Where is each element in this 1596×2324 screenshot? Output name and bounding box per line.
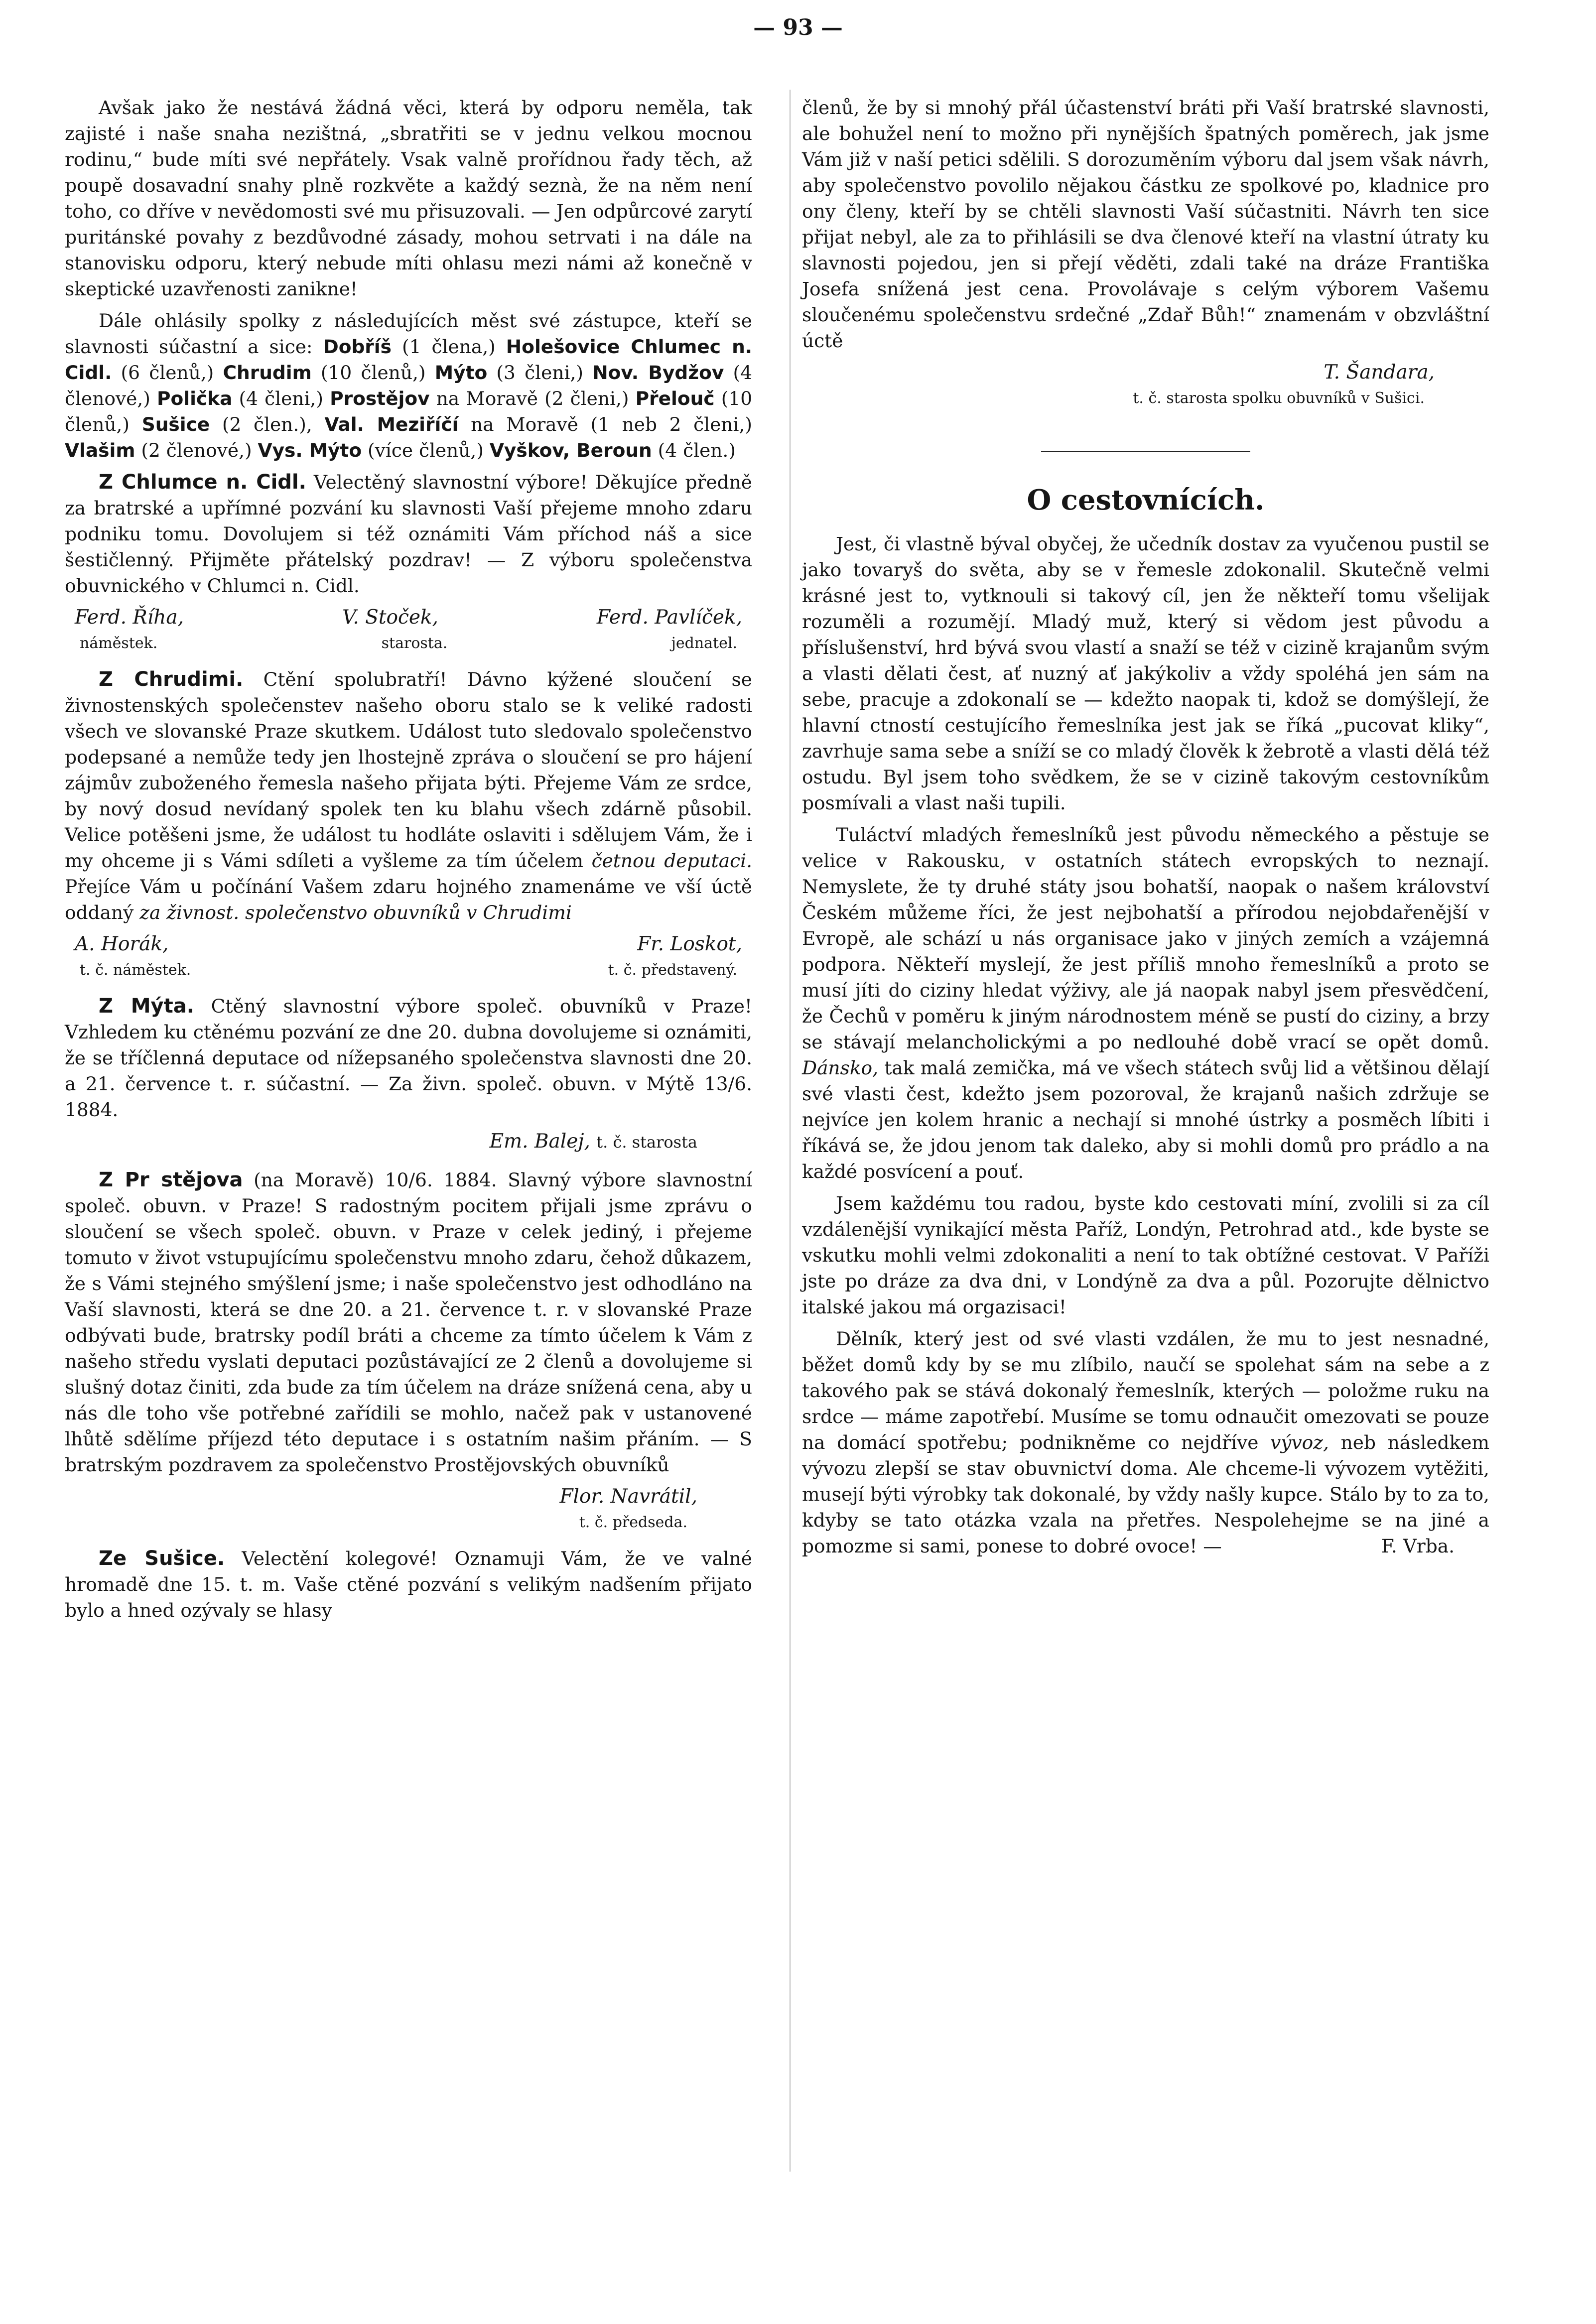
city-name: Chrudim	[223, 362, 312, 384]
signature-roles: t. č. náměstek. t. č. představený.	[80, 961, 737, 979]
letter-prostejov: Z Pr stějova (na Moravě) 10/6. 1884. Slavný výbore slavnostní společ. obuvn. v Praze! S radostným pocitem přijali jsme zprávu o sloučení se všech společ. obuvn. v Praze v celek jediný, i přejeme tomuto v život vstupujícímu společenstvu mnoho zdaru, čehož důkazem, že s Vámi stejného smýšlení jsme; i naše společenstvo jest odhodláno na Vaší slavnosti, která se dne 20. a 21. července t. r. v slovanské Praze odbývati bude, bratrsky podíl bráti a chceme za tímto účelem k Vám z našeho středu vyslati deputaci pozůstávající ze 2 členů a dovolujeme si slušný dotaz činiti, zda bude za tím účelem na dráze snížená cena, aby u nás dle toho vše potřebné zařídili se mohlo, načež pak v ustanovené lhůtě sdělíme příjezd této deputace i s ostatním našim přáním. — S bratrským pozdravem za společenstvo Prostějovských obuvníků	[65, 1168, 753, 1476]
letter-chrudim: Z Chrudimi. Ctění spolubratří! Dávno kýžené sloučení se živnostenských společenstev našeho oboru stalo se k veliké radosti všech ve slovanské Praze skutkem. Událost tuto sledovalo společenstvo podepsané a nemůže tedy jen lhostejně zpráva o sloučení se pro hájení zájmův zuboženého řemesla našeho přijata býti. Přejeme Vám ze srdce, by nový dosud nevídaný spolek ten ku blahu všech zdárně působil. Velice potěšeni jsme, že událost tu hodláte oslaviti i sdělujem Vám, že i my ohceme ji s Vámi sdíleti a vyšleme za tím účelem četnou deputaci. Přejíce Vám u počínání Vašem zdaru hojného znamenáme ve vší úctě oddaný za živnost. společenstvo obuvníků v Chrudimi	[65, 668, 752, 923]
signature-name: Flor. Navrátil,	[559, 1485, 697, 1508]
signature-role: t. č. předseda.	[579, 1514, 687, 1531]
right-column	[802, 95, 1489, 1565]
city-name: Dobříš	[323, 336, 392, 358]
city-name: Vys. Mýto	[258, 439, 362, 461]
letter-myto: Z Mýta. Ctěný slavnostní výbore společ. obuvníků v Praze! Vzhledem ku ctěnému pozvání ze dne 20. dubna dovolujeme si oznámiti, že se tříčlenná deputace od nížepsaného společenstva slavnosti dne 20. a 21. července t. r. súčastní. — Za živn. společ. obuvn. v Mýtě 13/6. 1884.	[65, 995, 752, 1121]
city-name: Sušice	[141, 413, 210, 435]
intro-paragraph: Avšak jako že nestává žádná věci, která by odporu neměla, tak zajisté i naše snaha nezištná, „sbratřiti se v jednu velkou mocnou rodinu,“ bude míti své nepřátely. Vsak valně prořídnou řady těch, až poupě dosavadní snahy plně rozkvěte a každý seznà, že na něm není toho, co dříve v nevědomosti své mu přisuzovali. — Jen odpůrcové zarytí puritánské povahy z bezdůvodné zásady, mohou setrvati i na dále na stanovisku odporu, který nebude míti ohlasu mezi námi až konečně v skeptické uzavřenosti zanikne!	[65, 97, 752, 300]
article-paragraph: Dělník, který jest od své vlasti vzdálen, že mu to jest nesnadné, běžet domů kdy by se mu zlíbilo, naučí se spolehat sám na sebe a z takového pak se stává dokonalý řemeslník, kterých — položme ruku na srdce — máme zapotřebí. Musíme se tomu odnaučit omezovati se pouze na domácí spotřebu; podnikněme co nejdříve vývoz, neb následkem vývozu zlepší se stav obuvnictví doma. Ale chceme-li vývozem vytěžiti, musejí býti výrobky tak dokonalé, by vždy našly kupce. Stálo by to za to, kdyby se tato otázka vzala na přetřes. Nespolehejme se na jiné a pomozme si sami, ponese to dobré ovoce! — F. Vrba.	[802, 1326, 1489, 1559]
page-number: — 93 —	[753, 15, 843, 40]
city-name: Nov. Bydžov	[592, 362, 724, 384]
signature-name: Em. Balej, t. č. starosta	[489, 1130, 697, 1153]
letter-heading: Ze Sušice.	[99, 1547, 225, 1570]
letter-heading: Z Pr stějova	[99, 1168, 243, 1191]
signature-names: Ferd. Říha, V. Stoček, Ferd. Pavlíček,	[75, 606, 742, 629]
letter-susice: Ze Sušice. Velectění kolegové! Oznamuji Vám, že ve valné hromadě dne 15. t. m. Vaše ctěné pozvání s velikým nadšením přijato bylo a hned ozývaly se hlasy	[65, 1547, 752, 1621]
column-divider	[790, 90, 791, 2172]
city-name: Vyškov, Beroun	[489, 439, 652, 461]
signature-names: A. Horák, Fr. Loskot,	[75, 933, 742, 955]
letter-heading: Z Chlumce n. Cidl.	[99, 471, 306, 494]
left-column	[65, 95, 752, 1629]
article-paragraph: Tuláctví mladých řemeslníků jest původu německého a pěstuje se velice v Rakousku, v ostatních státech evropských to neznají. Nemyslete, že ty druhé státy jsou bohatší, naopak o našem království Českém můžeme říci, že jest nejbohatší a přírodou nejobdařenější v Evropě, ale schází u nás organisace jako v jiných zemích a vzájemná podpora. Někteří myslejí, že jest příliš mnoho řemeslníků a proto se musí jíti do ciziny hledat výživy, ale já naopak nabyl jsem přesvědčení, že Čechů v poměru k jiným národnostem méně se pustí do ciziny, a brzy se stávají melancholickými a po nedlouhé době vrací se opět domů. Dánsko, tak malá zemička, má ve všech státech svůj lid a většinou dělají své vlasti čest, kdežto jsem pozoroval, že krajanů našich zdržuje se nejvíce jen kolem hranic a nechají si mnohé ústrky a posměch líbiti i říkává se, že jdou jenom tak daleko, aby si mohli domů pro prádlo a na každé posvícení a pouť.	[802, 824, 1490, 1182]
section-divider	[1041, 451, 1250, 452]
city-name: Polička	[156, 387, 233, 409]
letter-susice-continued: členů, že by si mnohý přál účastenství bráti při Vaší bratrské slavnosti, ale bohužel není to možno při nynějších špatných poměrech, jak jsme Vám již v naší petici sdělili. S dorozuměním výboru dal jsem však návrh, aby společenstvo povolilo nějakou částku ze spolkové po, kladnice pro ony členy, kteří by se chtěli slavnosti Vaší súčastniti. Návrh ten sice přijat nebyl, ale za to přihlásili se dva členové kteří na vlastní útraty ku slavnosti pojedou, jen si přejí věděti, zdali také na dráze Františka Josefa snížená jest cena. Provolávaje s celým výborem Vašemu sloučenému společenstvu srdečné „Zdař Bůh!“ znamenám v obzvláštní úctě	[802, 97, 1489, 352]
signature-role: t. č. starosta spolku obuvníků v Sušici.	[1133, 389, 1425, 407]
article-author: F. Vrba.	[1381, 1535, 1455, 1557]
signature-name: T. Šandara,	[1324, 361, 1435, 384]
article-paragraph: Jest, či vlastně býval obyčej, že učedník dostav za vyučenou pustil se jako tovaryš do světa, aby se v řemesle zdokonalil. Skutečně velmi krásné jest to, vytknouli si takový cíl, jen že někteří tomu všelijak rozuměli a rozumějí. Mladý muž, který si vědom jest původu a příslušenství, hrd bývá svou vlastí a snaží se též v cizině krajanům svým a vlasti dělati čest, ať nuzný ať jakýkoliv a vždy spoléhá jen sám na sebe, pracuje a zdokonalí se — kdežto naopak ti, kdož se domýšlejí, že hlavní ctností cestujícího řemeslníka jest jak se říká „pucovat kliky“, zavrhuje sama sebe a sníží se co mladý člověk k žebrotě a vlasti dělá též ostudu. Byl jsem toho svědkem, že se v cizině takovým cestovníkům posmívali a vlast naši tupili.	[802, 533, 1489, 814]
city-name: Mýto	[434, 362, 488, 384]
article-paragraph: Jsem každému tou radou, byste kdo cestovati míní, zvolili si za cíl vzdálenější vynikající města Paříž, Londýn, Petrohrad atd., kde byste se vskutku mohli velmi zdokonaliti a není to tak obtížné cestovat. V Paříži jste po dráze za dva dni, v Londýně za dva a půl. Pozorujte dělnictvo italské jakou má orgazisaci!	[802, 1192, 1489, 1318]
city-name: Val. Meziříčí	[324, 413, 459, 435]
city-name: Holešovice Chlumec n. Cidl.	[65, 336, 753, 384]
letter-heading: Z Chrudimi.	[99, 668, 244, 691]
city-name: Přelouč	[635, 387, 715, 409]
letter-heading: Z Mýta.	[99, 995, 194, 1018]
letter-chlumec: Z Chlumce n. Cidl. Velectěný slavnostní výbore! Děkujíce předně za bratrské a upřímné pozvání ku slavnosti Vaší přejeme mnoho zdaru podniku tomu. Dovolujem si též oznámiti Vám příchod náš a sice šestičlenný. Přijměte přátelský pozdrav! — Z výboru společenstva obuvnického v Chlumci n. Cidl.	[65, 471, 752, 597]
city-name: Prostějov	[330, 387, 430, 409]
signature-roles: náměstek. starosta. jednatel.	[80, 635, 737, 652]
article-title: O cestovnících.	[1027, 484, 1265, 516]
city-name: Vlašim	[65, 439, 135, 461]
delegates-paragraph: Dále ohlásily spolky z následujících měst své zástupce, kteří se slavnosti súčastní a sice: Dobříš (1 člena,) Holešovice Chlumec n. Cidl. (6 členů,) Chrudim (10 členů,) Mýto (3 členi,) Nov. Bydžov (4 členové,) Polička (4 členi,) Prostějov na Moravě (2 členi,) Přelouč (10 členů,) Sušice (2 člen.), Val. Meziříčí na Moravě (1 neb 2 členi,) Vlašim (2 členové,) Vys. Mýto (více členů,) Vyškov, Beroun (4 člen.)	[65, 310, 753, 461]
